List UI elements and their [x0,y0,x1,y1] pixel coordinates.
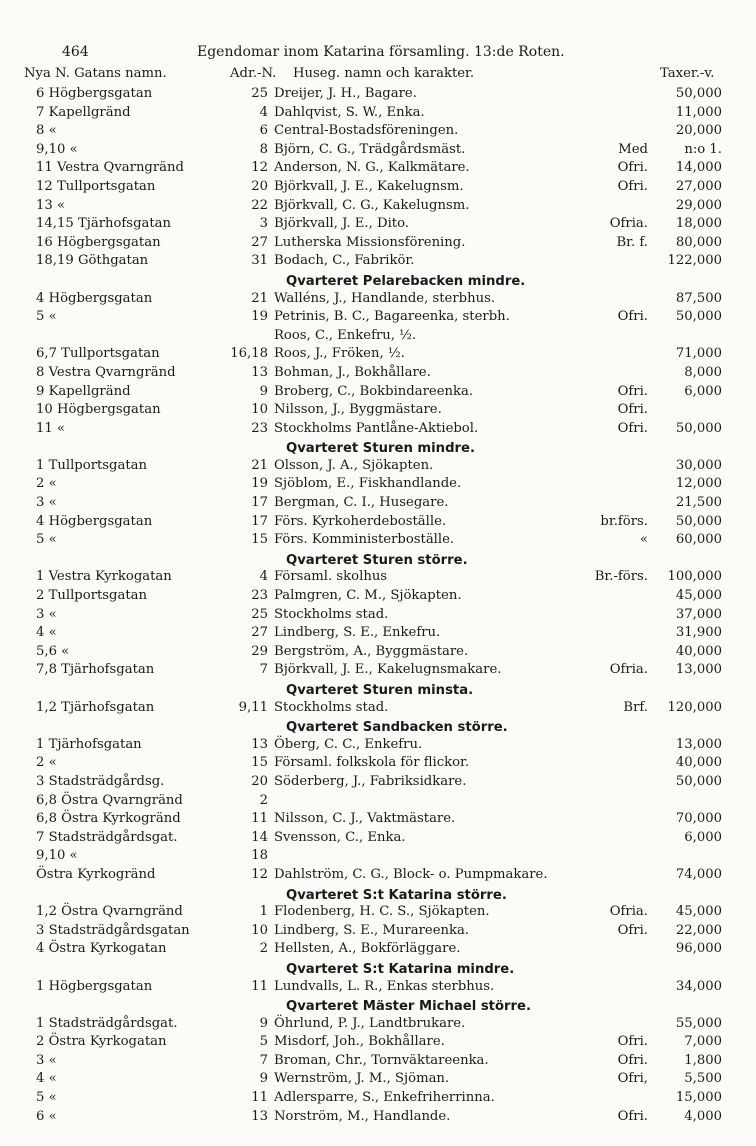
cell-num: 9 [259,1015,268,1031]
cell-addr: 3 Stadsträdgårdsgatan [36,922,190,938]
cell-num: 17 [251,495,268,511]
cell-tax: 7,000 [684,1034,722,1050]
cell-num: 18 [251,848,268,864]
ledger-row [0,979,756,998]
ledger-row [0,1034,756,1053]
cell-owner: Söderberg, J., Fabriksidkare. [274,773,467,789]
ledger-row [0,365,756,384]
ledger-row [0,1071,756,1090]
cell-addr: 13 « [36,197,66,213]
cell-addr: 6 Högbergsgatan [36,86,153,101]
cell-owner: Olsson, J. A., Sjökapten. [274,457,434,473]
cell-addr: 6 « [36,1108,57,1124]
cell-tax: 40,000 [675,643,722,659]
cell-addr: 14,15 Tjärhofsgatan [36,216,172,232]
cell-num: 23 [251,588,268,604]
cell-tax: 34,000 [675,978,722,994]
cell-tax: 50,000 [675,513,722,529]
cell-tax: 15,000 [675,1090,722,1106]
cell-num: 8 [259,141,268,157]
cell-owner: Broberg, C., Bokbindareenka. [274,383,474,399]
cell-num: 7 [259,662,268,678]
cell-tax: 87,500 [675,290,722,306]
cell-num: 20 [251,178,268,194]
cell-owner: Misdorf, Joh., Bokhållare. [274,1034,445,1050]
cell-owner: Petrinis, B. C., Bagareenka, sterbh. [274,309,510,325]
cell-tax: 31,900 [675,625,722,641]
cell-addr: 5,6 « [36,643,70,659]
block-title [0,886,756,905]
ledger-row [0,179,756,198]
cell-tax: 29,000 [675,197,722,213]
cell-addr: 4 Östra Kyrkogatan [36,941,167,957]
block-title-text: Qvarteret Sandbacken större. [286,720,508,736]
cell-num: 15 [251,532,268,548]
cell-num: 27 [251,625,268,641]
ledger-row [0,755,756,774]
block-title [0,439,756,458]
cell-owner: Nilsson, C. J., Vaktmästare. [274,811,456,827]
cell-addr: 4 Högbergsgatan [36,290,153,306]
ledger-row [0,811,756,830]
ledger-row [0,216,756,235]
ledger-row [0,458,756,477]
block-title-text: Qvarteret Sturen större. [286,552,468,568]
cell-num: 13 [251,364,268,380]
ledger-row [0,86,756,105]
cell-owner: Roos, J., Fröken, ½. [274,346,405,362]
cell-tax: 14,000 [675,160,722,176]
cell-num: 1 [259,904,268,920]
cell-num: 9 [259,383,268,399]
ledger-row [0,198,756,217]
ledger-row [0,1090,756,1109]
cell-addr: 10 Högbergsgatan [36,402,161,418]
column-header-number: Adr.-N. [230,66,277,81]
ledger-row [0,291,756,310]
ledger-row [0,625,756,644]
cell-num: 16,18 [230,346,268,362]
cell-addr: 2 « [36,476,57,492]
cell-owner: Wernström, J. M., Sjöman. [274,1071,450,1087]
cell-addr: 9,10 « [36,848,78,864]
cell-owner: Bohman, J., Bokhållare. [274,364,431,380]
cell-owner: Norström, M., Handlande. [274,1108,451,1124]
cell-addr: 4 Högbergsgatan [36,513,153,529]
cell-num: 17 [251,513,268,529]
ledger-row [0,607,756,626]
running-title: Egendomar inom Katarina församling. 13:de Roten. [197,44,565,60]
cell-owner: Församl. folkskola för flickor. [274,755,470,771]
cell-tax: 50,000 [675,309,722,325]
cell-owner: Björn, C. G., Trädgårdsmäst. [274,141,466,157]
cell-owner: Lindberg, S. E., Enkefru. [274,625,441,641]
ledger-body [0,86,756,1127]
cell-owner: Stockholms stad. [274,606,389,622]
ledger-row [0,1053,756,1072]
cell-addr: 6,8 Östra Kyrkogränd [36,811,181,827]
cell-mark: br.förs. [600,513,648,529]
cell-tax: 1,800 [684,1052,722,1068]
page-number: 464 [62,44,89,60]
cell-addr: 2 Tullportsgatan [36,588,148,604]
cell-tax: 50,000 [675,773,722,789]
cell-tax: 6,000 [684,829,722,845]
cell-num: 10 [251,402,268,418]
cell-num: 21 [251,457,268,473]
cell-num: 27 [251,234,268,250]
cell-mark: Med [618,141,648,157]
cell-tax: 5,500 [684,1071,722,1087]
cell-tax: 45,000 [675,904,722,920]
cell-owner: Björkvall, J. E., Kakelugnsm. [274,178,464,194]
cell-mark: Ofri. [617,922,648,938]
cell-tax: n:o 1. [684,141,722,157]
block-title [0,960,756,979]
block-title [0,681,756,700]
column-header-tax: Taxer.-v. [660,66,715,81]
cell-addr: 2 « [36,755,57,771]
cell-tax: 45,000 [675,588,722,604]
ledger-row [0,328,756,347]
cell-owner: Dreijer, J. H., Bagare. [274,86,417,101]
cell-num: 13 [251,1108,268,1124]
cell-num: 29 [251,643,268,659]
block-title [0,997,756,1016]
cell-addr: 7 Stadsträdgårdsgat. [36,829,178,845]
block-title-text: Qvarteret Pelarebacken mindre. [286,273,526,289]
cell-num: 5 [259,1034,268,1050]
ledger-row [0,1016,756,1035]
cell-addr: 1 Tullportsgatan [36,457,148,473]
ledger-row [0,774,756,793]
cell-tax: 18,000 [675,216,722,232]
cell-addr: 7 Kapellgränd [36,104,131,120]
cell-mark: « [639,532,648,548]
ledger-row [0,737,756,756]
cell-owner: Björkvall, J. E., Dito. [274,216,409,232]
cell-owner: Lundvalls, L. R., Enkas sterbhus. [274,978,495,994]
ledger-row [0,309,756,328]
cell-owner: Stockholms Pantlåne-Aktiebol. [274,420,479,436]
cell-num: 2 [259,941,268,957]
cell-owner: Lindberg, S. E., Murareenka. [274,922,470,938]
cell-addr: 5 « [36,309,57,325]
cell-tax: 55,000 [675,1015,722,1031]
cell-addr: 1,2 Östra Qvarngränd [36,904,183,920]
cell-num: 12 [251,866,268,882]
cell-mark: Ofri, [617,1071,648,1087]
page-header [62,44,702,66]
cell-tax: 21,500 [675,495,722,511]
cell-owner: Dahlqvist, S. W., Enka. [274,104,425,120]
cell-owner: Adlersparre, S., Enkefriherrinna. [274,1090,495,1106]
cell-num: 9 [259,1071,268,1087]
column-header-street: Nya N. Gatans namn. [24,66,167,81]
cell-tax: 11,000 [675,104,722,120]
cell-addr: 9 Kapellgränd [36,383,131,399]
cell-tax: 12,000 [675,476,722,492]
cell-tax: 122,000 [667,253,722,269]
cell-num: 22 [251,197,268,213]
cell-tax: 20,000 [675,123,722,139]
cell-num: 23 [251,420,268,436]
ledger-row [0,644,756,663]
cell-addr: 5 « [36,532,57,548]
column-header-owner: Huseg. namn och karakter. [293,66,475,81]
cell-num: 25 [251,86,268,101]
cell-addr: 11 « [36,420,66,436]
cell-addr: 1 Tjärhofsgatan [36,736,142,752]
cell-addr: 8 « [36,123,57,139]
cell-addr: 3 « [36,495,57,511]
ledger-row [0,793,756,812]
cell-tax: 4,000 [684,1108,722,1124]
cell-addr: 6,8 Östra Qvarngränd [36,792,183,808]
cell-mark: Ofri. [617,420,648,436]
cell-num: 13 [251,736,268,752]
cell-addr: 11 Vestra Qvarngränd [36,160,184,176]
block-title [0,272,756,291]
cell-owner: Björkvall, C. G., Kakelugnsm. [274,197,470,213]
cell-tax: 120,000 [667,699,722,715]
ledger-row [0,253,756,272]
cell-tax: 8,000 [684,364,722,380]
cell-owner: Bergman, C. I., Husegare. [274,495,449,511]
cell-mark: Brf. [623,699,648,715]
cell-num: 11 [251,811,268,827]
cell-num: 19 [251,476,268,492]
cell-tax: 30,000 [675,457,722,473]
cell-addr: 1 Högbergsgatan [36,978,153,994]
cell-owner: Stockholms stad. [274,699,389,715]
cell-addr: 16 Högbergsgatan [36,234,161,250]
cell-owner: Bergström, A., Byggmästare. [274,643,469,659]
cell-num: 6 [259,123,268,139]
ledger-row [0,142,756,161]
cell-tax: 96,000 [675,941,722,957]
cell-num: 4 [259,569,268,585]
ledger-row [0,235,756,254]
cell-addr: 1,2 Tjärhofsgatan [36,699,155,715]
cell-tax: 100,000 [667,569,722,585]
ledger-row [0,904,756,923]
cell-addr: Östra Kyrkogränd [36,866,156,882]
cell-mark: Ofri. [617,383,648,399]
cell-num: 7 [259,1052,268,1068]
ledger-row [0,495,756,514]
cell-mark: Ofria. [609,904,648,920]
cell-tax: 70,000 [675,811,722,827]
cell-num: 12 [251,160,268,176]
cell-tax: 60,000 [675,532,722,548]
cell-num: 11 [251,978,268,994]
block-title-text: Qvarteret Mäster Michael större. [286,999,531,1015]
ledger-row [0,588,756,607]
cell-num: 2 [259,792,268,808]
cell-addr: 4 « [36,1071,57,1087]
cell-num: 15 [251,755,268,771]
cell-owner: Broman, Chr., Tornväktareenka. [274,1052,489,1068]
cell-addr: 4 « [36,625,57,641]
cell-mark: Ofri. [617,1108,648,1124]
ledger-row [0,476,756,495]
cell-owner: Lutherska Missionsförening. [274,234,466,250]
cell-owner: Central-Bostadsföreningen. [274,123,459,139]
cell-owner: Palmgren, C. M., Sjökapten. [274,588,462,604]
cell-owner: Nilsson, J., Byggmästare. [274,402,442,418]
cell-owner: Församl. skolhus [274,569,388,585]
ledger-row [0,532,756,551]
cell-owner: Öberg, C. C., Enkefru. [274,736,423,752]
cell-owner: Sjöblom, E., Fiskhandlande. [274,476,462,492]
cell-addr: 7,8 Tjärhofsgatan [36,662,155,678]
cell-tax: 6,000 [684,383,722,399]
cell-owner: Dahlström, C. G., Block- o. Pumpmakare. [274,866,548,882]
cell-tax: 50,000 [675,420,722,436]
cell-num: 11 [251,1090,268,1106]
cell-tax: 80,000 [675,234,722,250]
cell-tax: 74,000 [675,866,722,882]
cell-owner: Svensson, C., Enka. [274,829,406,845]
cell-owner: Hellsten, A., Bokförläggare. [274,941,461,957]
block-title [0,551,756,570]
cell-addr: 12 Tullportsgatan [36,178,156,194]
cell-addr: 3 « [36,1052,57,1068]
block-title-text: Qvarteret Sturen mindre. [286,441,475,457]
cell-addr: 8 Vestra Qvarngränd [36,364,176,380]
cell-num: 19 [251,309,268,325]
cell-owner: Anderson, N. G., Kalkmätare. [274,160,470,176]
block-title-text: Qvarteret Sturen minsta. [286,683,474,698]
cell-tax: 22,000 [675,922,722,938]
ledger-row [0,867,756,886]
ledger-row [0,848,756,867]
cell-owner: Öhrlund, P. J., Landtbrukare. [274,1015,466,1031]
column-headers [0,66,756,86]
cell-mark: Ofri. [617,160,648,176]
cell-num: 21 [251,290,268,306]
ledger-row [0,662,756,681]
cell-tax: 50,000 [675,86,722,101]
cell-num: 4 [259,104,268,120]
ledger-row [0,941,756,960]
cell-owner: Walléns, J., Handlande, sterbhus. [274,290,496,306]
cell-mark: Ofri. [617,1052,648,1068]
cell-addr: 1 Stadsträdgårdsgat. [36,1015,178,1031]
cell-owner: Björkvall, J. E., Kakelugnsmakare. [274,662,502,678]
cell-num: 9,11 [238,699,268,715]
ledger-row [0,569,756,588]
block-title-text: Qvarteret S:t Katarina större. [286,887,507,903]
cell-addr: 18,19 Göthgatan [36,253,149,269]
cell-mark: Ofri. [617,178,648,194]
cell-tax: 40,000 [675,755,722,771]
cell-owner: Roos, C., Enkefru, ½. [274,327,417,343]
cell-mark: Ofri. [617,309,648,325]
ledger-row [0,830,756,849]
ledger-row [0,384,756,403]
cell-tax: 13,000 [675,662,722,678]
cell-num: 20 [251,773,268,789]
ledger-row [0,923,756,942]
cell-mark: Ofria. [609,216,648,232]
ledger-row [0,123,756,142]
cell-mark: Br.-förs. [594,569,648,585]
ledger-row [0,1109,756,1128]
cell-addr: 3 Stadsträdgårdsg. [36,773,165,789]
ledger-row [0,105,756,124]
cell-addr: 1 Vestra Kyrkogatan [36,569,172,585]
cell-addr: 3 « [36,606,57,622]
cell-num: 31 [251,253,268,269]
cell-owner: Förs. Kyrkoherdeboställe. [274,513,447,529]
ledger-row [0,402,756,421]
cell-mark: Br. f. [616,234,648,250]
block-title [0,718,756,737]
cell-owner: Flodenberg, H. C. S., Sjökapten. [274,904,490,920]
ledger-row [0,700,756,719]
cell-tax: 27,000 [675,178,722,194]
ledger-row [0,514,756,533]
cell-tax: 71,000 [675,346,722,362]
ledger-row [0,421,756,440]
cell-tax: 37,000 [675,606,722,622]
cell-num: 10 [251,922,268,938]
ledger-row [0,160,756,179]
cell-num: 14 [251,829,268,845]
cell-addr: 9,10 « [36,141,78,157]
cell-addr: 5 « [36,1090,57,1106]
block-title-text: Qvarteret S:t Katarina mindre. [286,961,515,977]
cell-tax: 13,000 [675,736,722,752]
cell-mark: Ofria. [609,662,648,678]
ledger-row [0,346,756,365]
cell-mark: Ofri. [617,402,648,418]
cell-addr: 2 Östra Kyrkogatan [36,1034,167,1050]
cell-addr: 6,7 Tullportsgatan [36,346,160,362]
cell-owner: Förs. Komministerboställe. [274,532,455,548]
cell-owner: Bodach, C., Fabrikör. [274,253,415,269]
cell-num: 3 [259,216,268,232]
cell-num: 25 [251,606,268,622]
cell-mark: Ofri. [617,1034,648,1050]
